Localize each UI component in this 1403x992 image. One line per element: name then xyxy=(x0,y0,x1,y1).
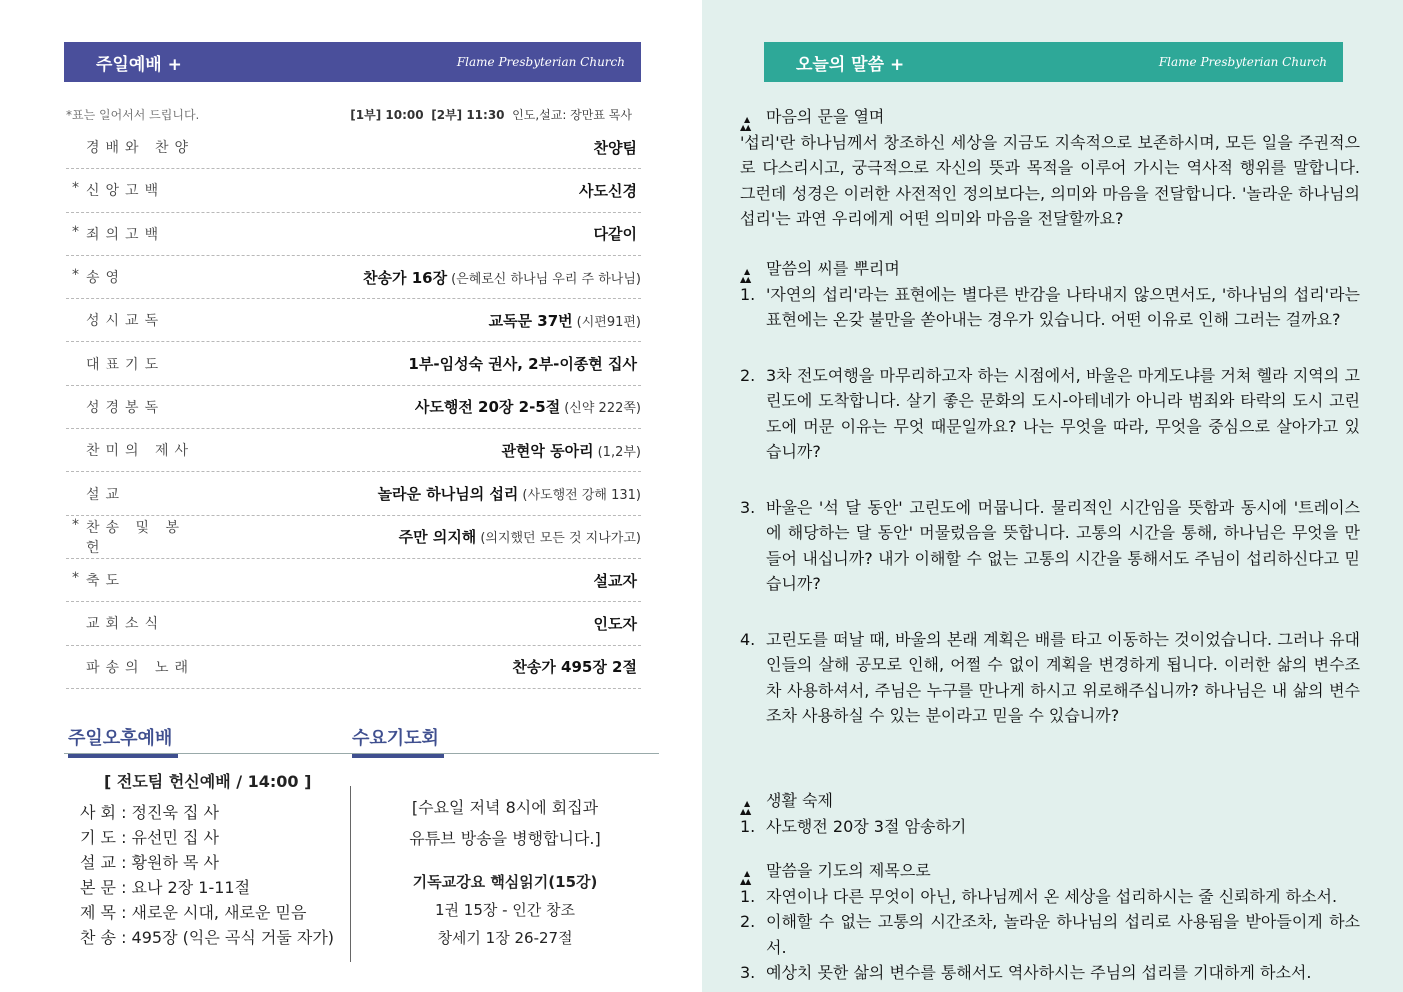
row-label-text: 찬송 및 봉헌 xyxy=(86,519,185,556)
worship-row xyxy=(66,169,641,212)
wednesday-line1: [수요일 저녁 8시에 회집과 xyxy=(411,798,599,817)
worship-row xyxy=(66,429,641,472)
worship-row xyxy=(66,386,641,429)
row-label xyxy=(66,267,196,287)
section-title: 생활 숙제 xyxy=(766,791,833,810)
worship-row xyxy=(66,256,641,299)
standing-mark: * xyxy=(72,223,79,240)
list-item xyxy=(740,909,1360,960)
wednesday-info xyxy=(360,792,650,854)
catechism-info xyxy=(360,868,650,952)
row-value-main: 인도자 xyxy=(593,614,637,633)
section-text: '섭리'란 하나님께서 창조하신 세상을 지금도 지속적으로 보존하시며, 모든 일을 주권적으로 다스리시고, 궁극적으로 자신의 뜻과 목적을 이루어 가시는 역사적 행위를 말합니다. 그런데 성경은 이러한 사전적인 정의보다는, 의미와 마음을 전달합니다. '놀라운 하나님의 섭리'는 과연 우리에게 어떤 의미와 마음을 전달할까요? xyxy=(740,132,1360,228)
row-value-main: 교독문 37번 xyxy=(488,311,573,330)
row-label-text: 설교 xyxy=(86,486,126,503)
item-text: 고린도를 떠날 때, 바울의 본래 계획은 배를 타고 이동하는 것이었습니다. 그러나 유대인들의 살해 공모로 인해, 어쩔 수 없이 계획을 변경하게 됩니다. 이러한 삶의 변수조차 사용하셔서, 주님은 누구를 만나게 하시고 위로해주십니까? 하나님은 내 삶의 변수조차 사용하실 수 있는 분이라고 믿을 수 있습니까? xyxy=(766,629,1360,725)
section-title: 마음의 문을 열며 xyxy=(766,107,885,126)
row-value-main: 사도신경 xyxy=(579,181,637,200)
worship-row xyxy=(66,646,641,689)
row-value xyxy=(489,310,641,331)
row-value xyxy=(399,526,641,547)
item-number: 1. xyxy=(740,284,756,304)
banner-title: 주일예배 + xyxy=(96,54,182,75)
item-text: 예상치 못한 삶의 변수를 통해서도 역사하시는 주님의 섭리를 기대하게 하소서. xyxy=(766,963,1312,982)
row-value-main: 관현악 동아리 xyxy=(501,441,594,460)
church-icon xyxy=(740,110,758,124)
list-item xyxy=(740,814,1360,840)
item-number: 4. xyxy=(740,629,756,649)
item-number: 1. xyxy=(740,816,756,836)
row-value-main: 찬송가 495장 2절 xyxy=(512,658,637,677)
row-value-sub: (사도행전 강해 131) xyxy=(522,488,641,504)
row-value-sub: (1,2부) xyxy=(597,444,641,460)
row-label xyxy=(66,180,196,200)
row-value-main: 사도행전 20장 2-5절 xyxy=(414,398,561,417)
row-label xyxy=(66,224,196,244)
section-open-heart xyxy=(740,104,1360,232)
afternoon-item: 사 회 : 정진욱 집 사 xyxy=(80,803,220,822)
church-icon xyxy=(740,864,758,878)
wednesday-title: 수요기도회 xyxy=(352,724,444,758)
row-label-text: 찬미의 제사 xyxy=(86,443,195,460)
list-item xyxy=(740,960,1360,986)
item-number: 2. xyxy=(740,912,756,931)
catechism-line2: 창세기 1장 26-27절 xyxy=(437,929,573,947)
row-value xyxy=(415,396,641,417)
row-value xyxy=(594,570,641,591)
worship-row xyxy=(66,559,641,602)
worship-row xyxy=(66,342,641,385)
catechism-title: 기독교강요 핵심읽기(15강) xyxy=(412,873,598,891)
item-text: 이해할 수 없는 고통의 시간조차, 놀라운 하나님의 섭리로 사용됨을 받아들이게 하소서. xyxy=(766,912,1360,957)
standing-mark xyxy=(72,440,86,460)
service-times xyxy=(350,106,632,123)
standing-mark: * xyxy=(72,267,79,284)
row-value-sub: (은혜로신 하나님 우리 주 하나님) xyxy=(451,271,641,287)
todays-word-banner xyxy=(764,42,1343,82)
standing-note: *표는 일어서서 드립니다. xyxy=(66,108,200,122)
standing-mark: * xyxy=(72,570,79,587)
row-value xyxy=(579,180,641,201)
standing-mark xyxy=(72,310,86,330)
afternoon-item: 본 문 : 요나 2장 1-11절 xyxy=(80,878,251,897)
row-label xyxy=(66,570,196,590)
church-icon xyxy=(740,794,758,808)
afternoon-item: 기 도 : 유선민 집 사 xyxy=(80,828,220,847)
row-label xyxy=(66,354,196,374)
row-value xyxy=(408,353,641,374)
row-value xyxy=(594,137,641,158)
worship-row xyxy=(66,472,641,515)
item-text: 자연이나 다른 무엇이 아닌, 하나님께서 온 세상을 섭리하시는 줄 신뢰하게 하소서. xyxy=(766,886,1338,906)
section-homework xyxy=(740,788,1360,839)
standing-mark xyxy=(72,613,86,633)
row-label xyxy=(66,517,196,557)
church-name: Flame Presbyterian Church xyxy=(456,55,625,69)
item-number: 3. xyxy=(740,497,756,517)
row-value-main: 1부-임성숙 권사, 2부-이종현 집사 xyxy=(408,355,637,374)
homework-list xyxy=(740,814,1360,840)
worship-row xyxy=(66,213,641,256)
row-label xyxy=(66,484,196,504)
afternoon-item: 제 목 : 새로운 시대, 새로운 믿음 xyxy=(80,903,307,922)
list-item xyxy=(740,627,1360,729)
standing-mark xyxy=(72,484,86,504)
worship-row xyxy=(66,516,641,559)
row-label-text: 송영 xyxy=(86,270,126,287)
row-label xyxy=(66,657,196,677)
question-list xyxy=(740,282,1360,729)
row-value xyxy=(501,440,641,461)
item-text: '자연의 섭리'라는 표현에는 별다른 반감을 나타내지 않으면서도, '하나님의 섭리'라는 표현에는 온갖 불만을 쏟아내는 경우가 있습니다. 어떤 이유로 인해 그러는 걸까요? xyxy=(766,284,1360,329)
list-item xyxy=(740,282,1360,333)
standing-mark: * xyxy=(72,516,79,533)
standing-mark xyxy=(72,354,86,374)
row-label-text: 파송의 노래 xyxy=(86,659,195,676)
prayer-list xyxy=(740,884,1360,986)
catechism-line1: 1권 15장 - 인간 창조 xyxy=(434,901,576,919)
row-value-sub: (시편91편) xyxy=(576,314,641,330)
afternoon-list xyxy=(80,800,334,950)
row-value-main: 다같이 xyxy=(593,225,637,244)
row-label xyxy=(66,137,196,157)
row-label xyxy=(66,397,196,417)
row-label-text: 교회소식 xyxy=(86,616,165,633)
wednesday-line2: 유튜브 방송을 병행합니다.] xyxy=(409,829,601,848)
row-value-main: 주만 의지해 xyxy=(398,528,477,547)
row-label xyxy=(66,310,196,330)
row-value xyxy=(512,656,641,677)
section-title: 말씀을 기도의 제목으로 xyxy=(766,861,931,880)
standing-mark xyxy=(72,137,86,157)
item-number: 3. xyxy=(740,963,756,982)
item-text: 3차 전도여행을 마무리하고자 하는 시점에서, 바울은 마게도냐를 거쳐 헬라 지역의 고린도에 도착합니다. 살기 좋은 문화의 도시-아테네가 아니라 범죄와 타락의 도시 고린도에 머문 이유는 무엇 때문일까요? 나는 무엇을 따라, 무엇을 중심으로 살아가고 있습니까? xyxy=(766,365,1360,461)
row-label-text: 대표기도 xyxy=(86,356,165,373)
row-label-text: 신앙고백 xyxy=(86,183,165,200)
item-number: 1. xyxy=(740,886,756,906)
row-label-text: 죄의고백 xyxy=(86,226,165,243)
list-item xyxy=(740,884,1360,910)
church-icon xyxy=(740,262,758,276)
vertical-divider xyxy=(350,786,351,962)
service1-time: [1부] 10:00 xyxy=(350,108,424,122)
row-label-text: 성경봉독 xyxy=(86,399,165,416)
list-item xyxy=(740,495,1360,597)
section-sow-word xyxy=(740,256,1360,729)
row-label-text: 경배와 찬양 xyxy=(86,140,195,157)
church-name: Flame Presbyterian Church xyxy=(1158,55,1327,69)
section-title: 말씀의 씨를 뿌리며 xyxy=(766,259,900,278)
row-value-main: 찬양팀 xyxy=(593,138,637,157)
afternoon-service: [ 전도팀 헌신예배 / 14:00 ] xyxy=(104,772,312,791)
section-prayer xyxy=(740,858,1360,986)
service2-time: [2부] 11:30 xyxy=(431,108,505,122)
row-value xyxy=(378,483,641,504)
row-label xyxy=(66,613,196,633)
sunday-worship-banner xyxy=(64,42,641,82)
standing-mark xyxy=(72,657,86,677)
worship-row xyxy=(66,126,641,169)
row-value xyxy=(594,613,641,634)
banner-title: 오늘의 말씀 + xyxy=(796,54,905,75)
worship-row xyxy=(66,602,641,645)
item-number: 2. xyxy=(740,365,756,385)
row-label-text: 축도 xyxy=(86,573,126,590)
order-of-worship xyxy=(66,126,641,689)
row-label-text: 성시교독 xyxy=(86,313,165,330)
standing-mark xyxy=(72,397,86,417)
afternoon-item: 찬 송 : 495장 (익은 곡식 거둘 자가) xyxy=(80,928,335,947)
afternoon-item: 설 교 : 황원하 목 사 xyxy=(80,853,220,872)
item-text: 사도행전 20장 3절 암송하기 xyxy=(766,816,967,836)
worship-row xyxy=(66,299,641,342)
row-value-sub: (의지했던 모든 것 지나가고) xyxy=(480,531,641,547)
standing-mark: * xyxy=(72,180,79,197)
row-value-main: 놀라운 하나님의 섭리 xyxy=(377,485,519,504)
row-value-sub: (신약 222쪽) xyxy=(564,401,641,417)
row-value xyxy=(594,223,641,244)
row-value-main: 설교자 xyxy=(593,571,637,590)
list-item xyxy=(740,363,1360,465)
afternoon-title: 주일오후예배 xyxy=(68,724,178,758)
row-value xyxy=(363,267,641,288)
row-label xyxy=(66,440,196,460)
item-text: 바울은 '석 달 동안' 고린도에 머뭅니다. 물리적인 시간임을 뜻함과 동시에 '트레이스에 해당하는 달 동안' 머물렀음을 뜻합니다. 고통의 시간을 통해, 하나님은 무엇을 만들어 내십니까? 내가 이해할 수 없는 고통의 시간을 통해서도 주님이 섭리하신다고 믿습니까? xyxy=(766,497,1360,593)
leader: 인도,설교: 장만표 목사 xyxy=(512,108,632,122)
row-value-main: 찬송가 16장 xyxy=(363,268,448,287)
divider xyxy=(64,753,659,754)
